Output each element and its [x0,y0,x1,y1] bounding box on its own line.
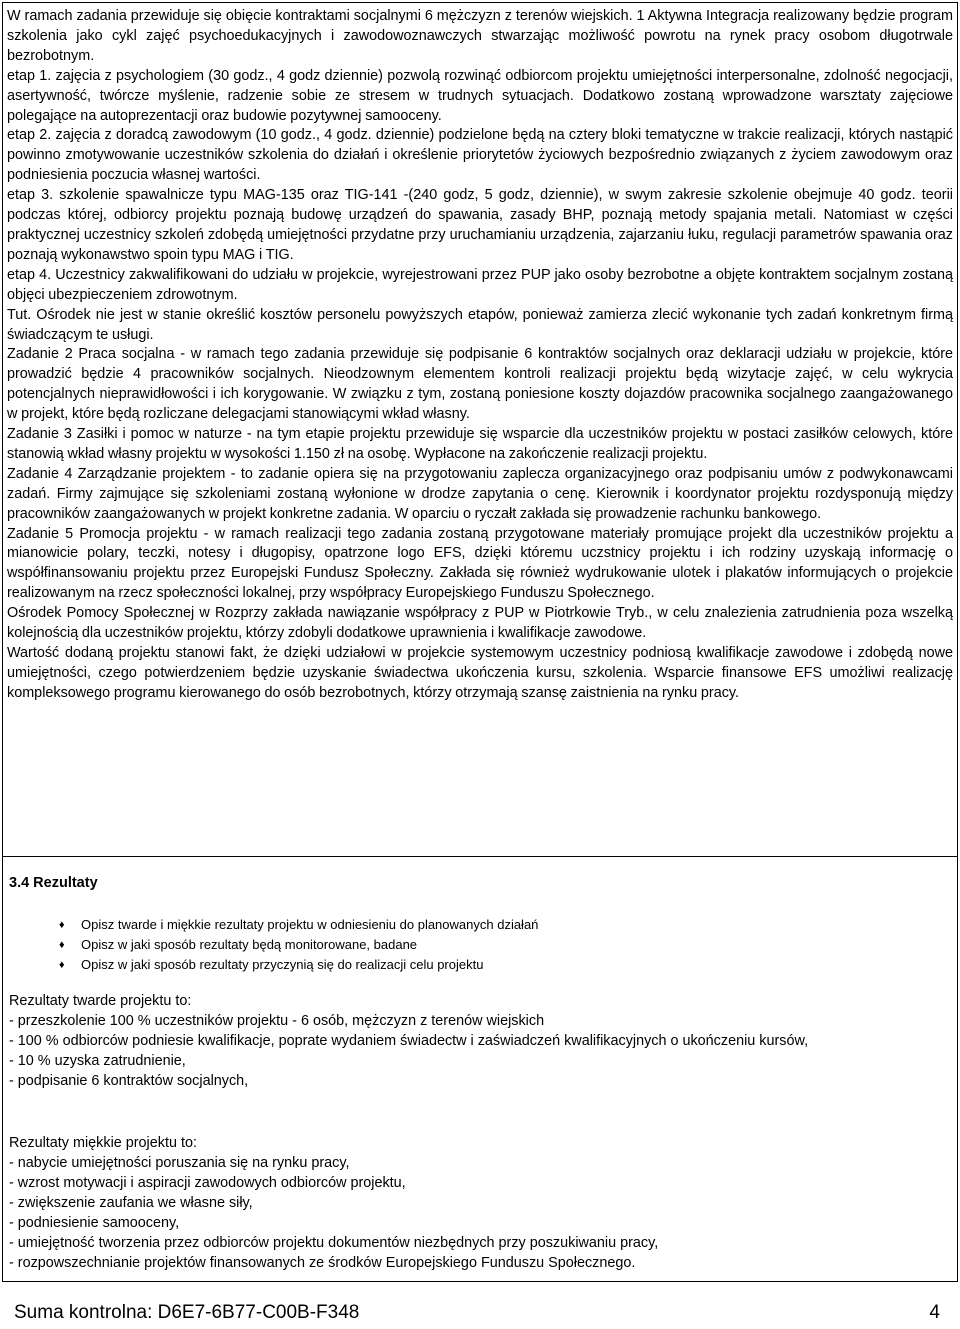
instruction-text: Opisz w jaki sposób rezultaty przyczynią się do realizacji celu projektu [81,957,484,972]
stage-2-paragraph: etap 2. zajęcia z doradcą zawodowym (10 godz., 4 godz. dziennie) podzielone będą na cztery bloki tematyczne w trakcie realizacji, których nastąpić powinno zmotywowanie uczestników szkolenia do działań i określenie priorytetów życiowych bezpośrednio związanych z życiem zawodowym oraz podniesienia poczucia własnej wartości. [7,127,953,184]
diamond-bullet-icon: ♦ [59,939,65,951]
list-item [59,935,538,955]
hard-results-block [9,991,955,1091]
page-number: 4 [929,1302,940,1323]
stage-4-paragraph: etap 4. Uczestnicy zakwalifikowani do udziału w projekcie, wyrejestrowani przez PUP jako osoby bezrobotne a objęte kontraktem socjalnym zostaną objęci ubezpieczeniem zdrowotnym. [7,266,953,303]
diamond-bullet-icon: ♦ [59,959,65,971]
stage-1-paragraph: etap 1. zajęcia z psychologiem (30 godz., 4 godz dziennie) pozwolą rozwinąć odbiorcom projektu umiejętności interpersonalne, zdolność negocjacji, asertywność, twórcze myślenie, radzenie sobie ze stresem w trudnych sytuacjach. Dodatkowo zostaną wprowadzone warsztaty zajęciowe polegające na autoprezentacji oraz budowie pozytywnej samooceny. [7,67,953,124]
cooperation-paragraph: Ośrodek Pomocy Społecznej w Rozprzy zakłada nawiązanie współpracy z PUP w Piotrkowie Tryb., w celu znalezienia zatrudnienia poza wszelką kolejnością dla uczestników projektu, którzy zdobyli dodatkowe uprawnienia i kwalifikacje zawodowe. [7,605,953,642]
task-5-paragraph: Zadanie 5 Promocja projektu - w ramach realizacji tego zadania zostaną przygotowane materiały promujące projekt dla uczestników projektu a mianowicie polary, teczki, notesy i długopisy, opatrzone logo EFS, dzięki któremu uczstnicy projektu i ich rodziny uzyskają informację o współfinansowaniu projektu przez Europejski Fundusz Społeczny. Zakłada się również wydrukowanie ulotek i plakatów informujących o projekcie realizowanym na rzecz społeczności lokalnej, przy współpracy Europejskiego Funduszu Społecznego. [7,525,953,602]
hard-result-item: - podpisanie 6 kontraktów socjalnych, [9,1073,249,1089]
checksum-footer: Suma kontrolna: D6E7-6B77-C00B-F348 [14,1302,360,1323]
list-item [59,915,538,935]
soft-result-item: - nabycie umiejętności poruszania się na rynku pracy, [9,1155,350,1171]
task-4-paragraph: Zadanie 4 Zarządzanie projektem - to zadanie opiera się na przygotowaniu zaplecza organizacyjnego oraz podpisaniu umów z podwykonawcami zadań. Firmy zajmujące się szkoleniami zostaną wyłonione w drodze zapytania o cenę. Kierownik i koordynator projektu rozdysponują między pracowników zaangażowanych w projekt konkretne zadania. W oparciu o ryczałt zakłada się prowadzenie rachunku bankowego. [7,465,953,522]
added-value-paragraph: Wartość dodaną projektu stanowi fakt, że dzięki udziałowi w projekcie systemowym uczestnicy podniosą kwalifikacje zawodowe i zdobędą nowe umiejętności, czego potwierdzeniem będzie uzyskanie świadectwa ukończenia kursu, szkolenia. Wsparcie finansowe EFS umożliwi realizację kompleksowego programu kierowanego do osób bezrobotnych, którzy otrzymają szansę zaistnienia na rynku pracy. [7,645,953,701]
description-section [2,2,958,857]
section-title: 3.4 Rezultaty [9,875,98,891]
instruction-list [59,915,538,975]
stage-3-paragraph: etap 3. szkolenie spawalnicze typu MAG-135 oraz TIG-141 -(240 godz, 5 godz, dziennie), w swym zakresie szkolenie obejmuje 40 godz. teorii podczas której, odbiorcy projektu poznają budowę urządzeń do spawania, zasady BHP, poznają metody spajania metali. Natomiast w części praktycznej uczestnicy szkoleń zdobędą umiejętności przydatne przy uruchamianiu urządzenia, zajarzaniu łuku, regulacji parametrów spawania oraz poznają wykonawstwo spoin typu MAG i TIG. [7,187,953,263]
instruction-text: Opisz w jaki sposób rezultaty będą monitorowane, badane [81,937,418,952]
soft-result-item: - umiejętność tworzenia przez odbiorców projektu dokumentów niezbędnych przy poszukiwaniu pracy, [9,1235,659,1251]
soft-results-block [9,1133,955,1273]
hard-results-heading: Rezultaty twarde projektu to: [9,993,192,1009]
hard-result-item: - przeszkolenie 100 % uczestników projektu - 6 osób, mężczyzn z terenów wiejskich [9,1013,545,1029]
soft-result-item: - wzrost motywacji i aspiracji zawodowych odbiorców projektu, [9,1175,406,1191]
soft-result-item: - rozpowszechnianie projektów finansowanych ze środków Europejskiego Funduszu Społecznego. [9,1255,636,1271]
costs-note-paragraph: Tut. Ośrodek nie jest w stanie określić kosztów personelu powyższych etapów, ponieważ zamierza zlecić wykonanie tych zadań konkretnym firmą świadczącym te usługi. [7,306,953,343]
soft-result-item: - podniesienie samooceny, [9,1215,180,1231]
task-3-paragraph: Zadanie 3 Zasiłki i pomoc w naturze - na tym etapie projektu przewiduje się wsparcie dla uczestników projektu w postaci zasiłków celowych, które stanowią wkład własny projektu w wysokości 1.150 zł na osobę. Wypłacone na zakończenie realizacji projektu. [7,426,953,462]
diamond-bullet-icon: ♦ [59,919,65,931]
results-section [2,856,958,1282]
hard-result-item: - 100 % odbiorców podniesie kwalifikacje, poprate wydaniem świadectw i zaświadczeń kwalifikacyjnych o ukończeniu kursów, [9,1033,809,1049]
intro-paragraph: W ramach zadania przewiduje się obięcie kontraktami socjalnymi 6 mężczyzn z terenów wiejskich. 1 Aktywna Integracja realizowany będzie program szkolenia jako cykl zajęć psychoedukacyjnych i zawodowoznawczych stwarzając możliwość powrotu na rynek pracy osobom długotrwale bezrobotnym. [7,8,953,64]
task-2-paragraph: Zadanie 2 Praca socjalna - w ramach tego zadania przewiduje się podpisanie 6 kontraktów socjalnych oraz deklaracji udziału w projekcie, które prowadzić będzie 4 pracowników socjalnych. Nieodzownym elementem kontroli realizacji projektu będą wizytacje zajęć, w celu wykrycia potencjalnych nieprawidłowości i ich korygowanie. W związku z tym, zostaną poniesione koszty dojazdów pracownika socjalnego zaangażowanego w projekt, które będą rozliczane delegacjami stanowiącymi wkład własny. [7,346,953,423]
soft-results-heading: Rezultaty miękkie projektu to: [9,1135,197,1151]
instruction-text: Opisz twarde i miękkie rezultaty projektu w odniesieniu do planowanych działań [81,917,539,932]
hard-result-item: - 10 % uzyska zatrudnienie, [9,1053,186,1069]
soft-result-item: - zwiększenie zaufania we własne siły, [9,1195,253,1211]
list-item [59,955,538,975]
